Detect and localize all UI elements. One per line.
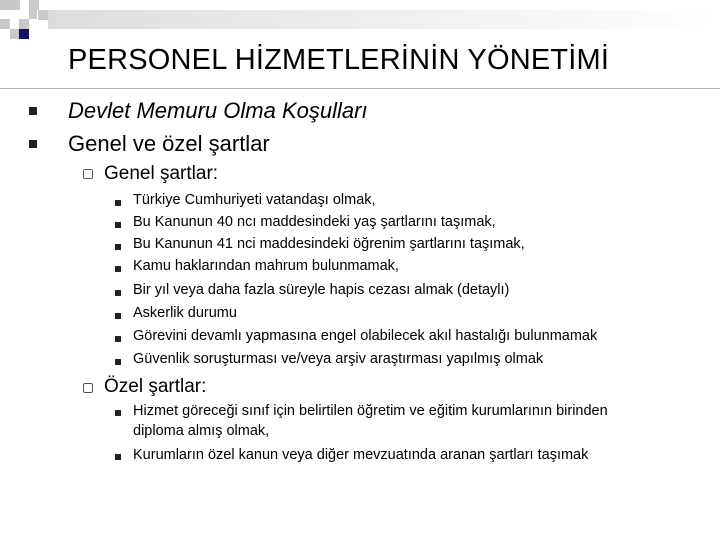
bullet-level1: Devlet Memuru Olma Koşulları xyxy=(68,98,368,123)
header-gradient-bar xyxy=(48,10,720,29)
decor-square-accent xyxy=(19,29,29,39)
bullet-square-icon xyxy=(115,313,121,319)
bullet-square-icon xyxy=(115,359,121,365)
bullet-square-icon xyxy=(115,244,121,250)
hollow-square-bullet-icon xyxy=(83,169,93,179)
list-item: Kurumların özel kanun veya diğer mevzuatında aranan şartları taşımak xyxy=(133,447,589,463)
decor-square xyxy=(10,0,20,10)
list-item: Görevini devamlı yapmasına engel olabilecek akıl hastalığı bulunmamak xyxy=(133,328,598,344)
list-item: Türkiye Cumhuriyeti vatandaşı olmak, xyxy=(133,192,376,208)
bullet-square-icon xyxy=(29,107,37,115)
list-item: Askerlik durumu xyxy=(133,305,237,321)
decor-square xyxy=(0,19,10,29)
hollow-square-bullet-icon xyxy=(83,383,93,393)
bullet-square-icon xyxy=(115,410,121,416)
list-item: Bu Kanunun 40 ncı maddesindeki yaş şartlarını taşımak, xyxy=(133,214,496,230)
decor-square xyxy=(38,10,48,20)
subheading-ozel: Özel şartlar: xyxy=(104,376,207,397)
bullet-square-icon xyxy=(29,140,37,148)
decor-square xyxy=(0,0,10,10)
list-item: Güvenlik soruşturması ve/veya arşiv araştırması yapılmış olmak xyxy=(133,351,544,367)
list-item: Bir yıl veya daha fazla süreyle hapis cezası almak (detaylı) xyxy=(133,282,510,298)
bullet-square-icon xyxy=(115,200,121,206)
list-item: Bu Kanunun 41 nci maddesindeki öğrenim şartlarını taşımak, xyxy=(133,236,525,252)
decor-square xyxy=(19,19,29,29)
bullet-square-icon xyxy=(115,222,121,228)
list-item: Hizmet göreceği sınıf için belirtilen öğretim ve eğitim kurumlarının birinden xyxy=(133,403,608,419)
title-rule xyxy=(0,88,720,89)
decor-square xyxy=(29,10,37,19)
list-item: Kamu haklarından mahrum bulunmamak, xyxy=(133,258,399,274)
bullet-square-icon xyxy=(115,454,121,460)
subheading-genel: Genel şartlar: xyxy=(104,163,219,184)
bullet-level1: Genel ve özel şartlar xyxy=(68,131,270,156)
bullet-square-icon xyxy=(115,266,121,272)
bullet-square-icon xyxy=(115,290,121,296)
decor-square xyxy=(29,0,39,10)
bullet-square-icon xyxy=(115,336,121,342)
list-item-continuation: diploma almış olmak, xyxy=(133,423,270,439)
page-title: PERSONEL HİZMETLERİNİN YÖNETİMİ xyxy=(68,44,610,76)
